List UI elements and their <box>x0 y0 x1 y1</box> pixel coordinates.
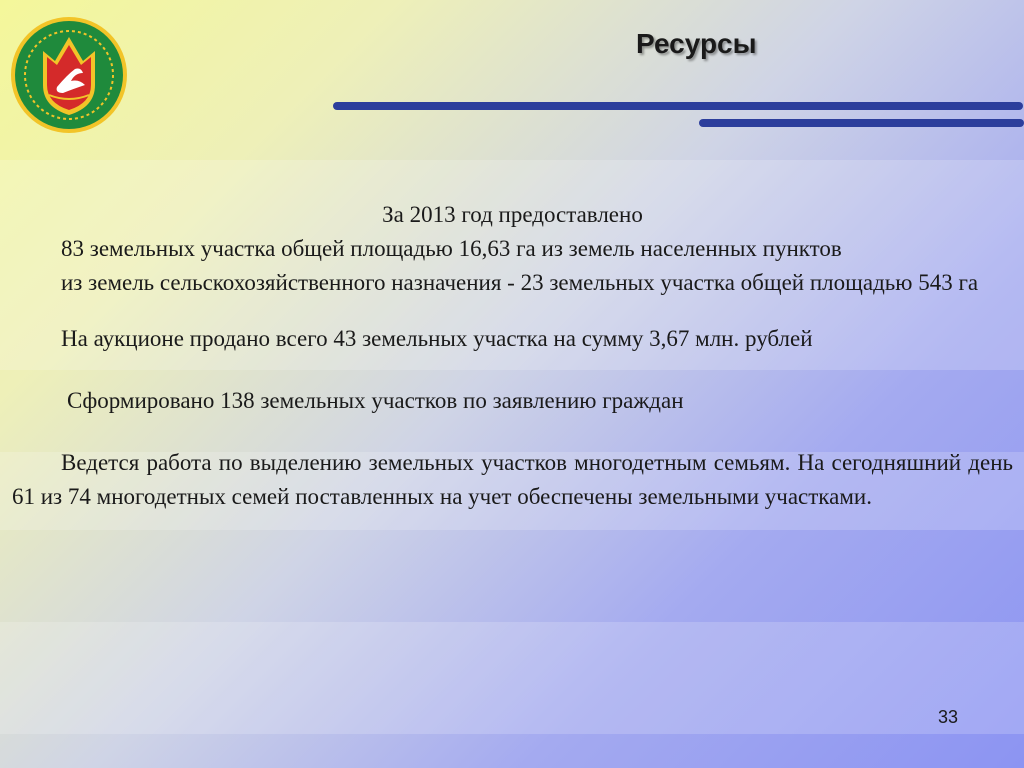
title-divider-short <box>699 119 1024 127</box>
background-band-3 <box>0 622 1024 734</box>
paragraph-agricultural: из земель сельскохозяйственного назначения - 23 земельных участка общей площадью 543 га <box>61 270 979 295</box>
slide-content <box>12 198 1013 514</box>
paragraph-auction: На аукционе продано всего 43 земельных участка на сумму 3,67 млн. рублей <box>61 326 813 351</box>
emblem-logo <box>9 15 129 135</box>
page-number: 33 <box>938 707 959 727</box>
spacer <box>12 356 1013 384</box>
paragraph-large-families: Ведется работа по выделению земельных участков многодетным семьям. На сегодняшний день 61 из 74 многодетных семей поставленных на учет обеспечены земельными участками. <box>12 450 1013 509</box>
page-title: Ресурсы <box>636 28 757 59</box>
paragraph-formed: Сформировано 138 земельных участков по заявлению граждан <box>67 388 684 413</box>
title-divider-long <box>333 102 1023 110</box>
content-heading: За 2013 год предоставлено <box>382 202 643 227</box>
spacer <box>12 418 1013 446</box>
spacer <box>12 300 1013 322</box>
paragraph-settlements: 83 земельных участка общей площадью 16,63 га из земель населенных пунктов <box>61 236 842 261</box>
